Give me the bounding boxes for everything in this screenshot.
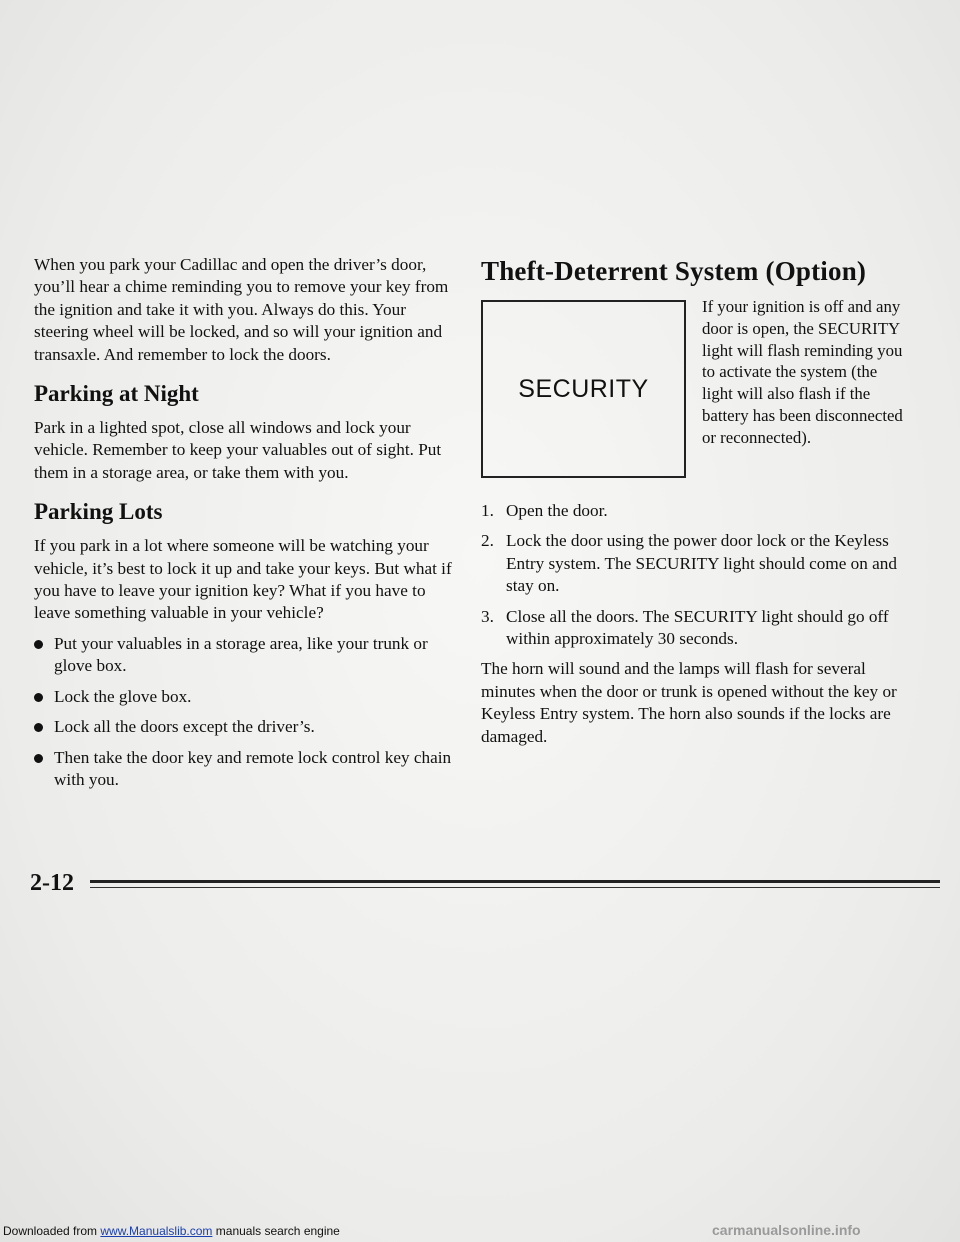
download-source-line [3, 1224, 340, 1238]
security-light-description: If your ignition is off and any door is open, the SECURITY light will flash reminding you to activate the system (the light will also flash if the battery has been disconnected or reconnected). [702, 297, 903, 447]
step-item [481, 606, 911, 651]
bullet-icon [34, 640, 43, 649]
list-item [34, 633, 464, 678]
security-light-illustration [481, 300, 686, 478]
bullet-icon [34, 693, 43, 702]
step-text: Lock the door using the power door lock or the Keyless Entry system. The SECURITY light should come on and stay on. [506, 531, 897, 596]
download-prefix: Downloaded from [3, 1224, 101, 1238]
step-item [481, 500, 911, 522]
watermark: carmanualsonline.info [712, 1222, 861, 1238]
bullet-icon [34, 723, 43, 732]
section-title: Theft-Deterrent System (Option) [481, 256, 867, 286]
activation-steps [481, 500, 911, 650]
list-item [34, 716, 464, 738]
intro-paragraph: When you park your Cadillac and open the driver’s door, you’ll hear a chime reminding you to remove your key from the ignition and take it with you. Always do this. Your steering wheel will be locked, and so will your ignition and transaxle. And remember to lock the doors. [34, 255, 449, 364]
step-number: 1. [481, 501, 494, 520]
step-item [481, 530, 911, 597]
step-text: Open the door. [506, 501, 608, 520]
step-number: 2. [481, 531, 494, 551]
list-item-text: Then take the door key and remote lock control key chain with you. [54, 747, 452, 789]
bullet-icon [34, 754, 43, 763]
parking-lots-paragraph: If you park in a lot where someone will be watching your vehicle, it’s best to lock it up and take your keys. But what if you have to leave your ignition key? What if you have to leave something valuable in your vehicle? [34, 536, 452, 623]
step-text: Close all the doors. The SECURITY light should go off within approximately 30 seconds. [506, 606, 889, 649]
list-item-text: Put your valuables in a storage area, like your trunk or glove box. [54, 633, 428, 676]
list-item-text: Lock all the doors except the driver’s. [54, 717, 315, 737]
download-suffix: manuals search engine [212, 1224, 340, 1238]
security-light-figure-row [481, 297, 911, 478]
manualslib-link[interactable]: www.Manualslib.com [100, 1224, 213, 1238]
parking-at-night-paragraph: Park in a lighted spot, close all windows and lock your vehicle. Remember to keep your valuables out of sight. Put them in a storage area, or take them with you. [34, 418, 442, 482]
page-footer [30, 868, 910, 898]
right-column [481, 254, 911, 748]
left-column [34, 254, 464, 799]
step-number: 3. [481, 606, 494, 626]
parking-lots-heading: Parking Lots [34, 499, 163, 525]
parking-tips-list [34, 633, 464, 791]
alarm-description-paragraph: The horn will sound and the lamps will flash for several minutes when the door or trunk is opened without the key or Keyless Entry system. The horn also sounds if the locks are damaged. [481, 659, 897, 746]
list-item [34, 686, 464, 708]
footer-rule-thin [90, 887, 940, 888]
security-light-label: SECURITY [518, 374, 649, 403]
parking-at-night-heading: Parking at Night [34, 381, 199, 407]
footer-rule-thick [90, 880, 940, 883]
list-item-text: Lock the glove box. [54, 686, 192, 706]
list-item [34, 747, 464, 792]
page-number: 2-12 [30, 870, 74, 896]
